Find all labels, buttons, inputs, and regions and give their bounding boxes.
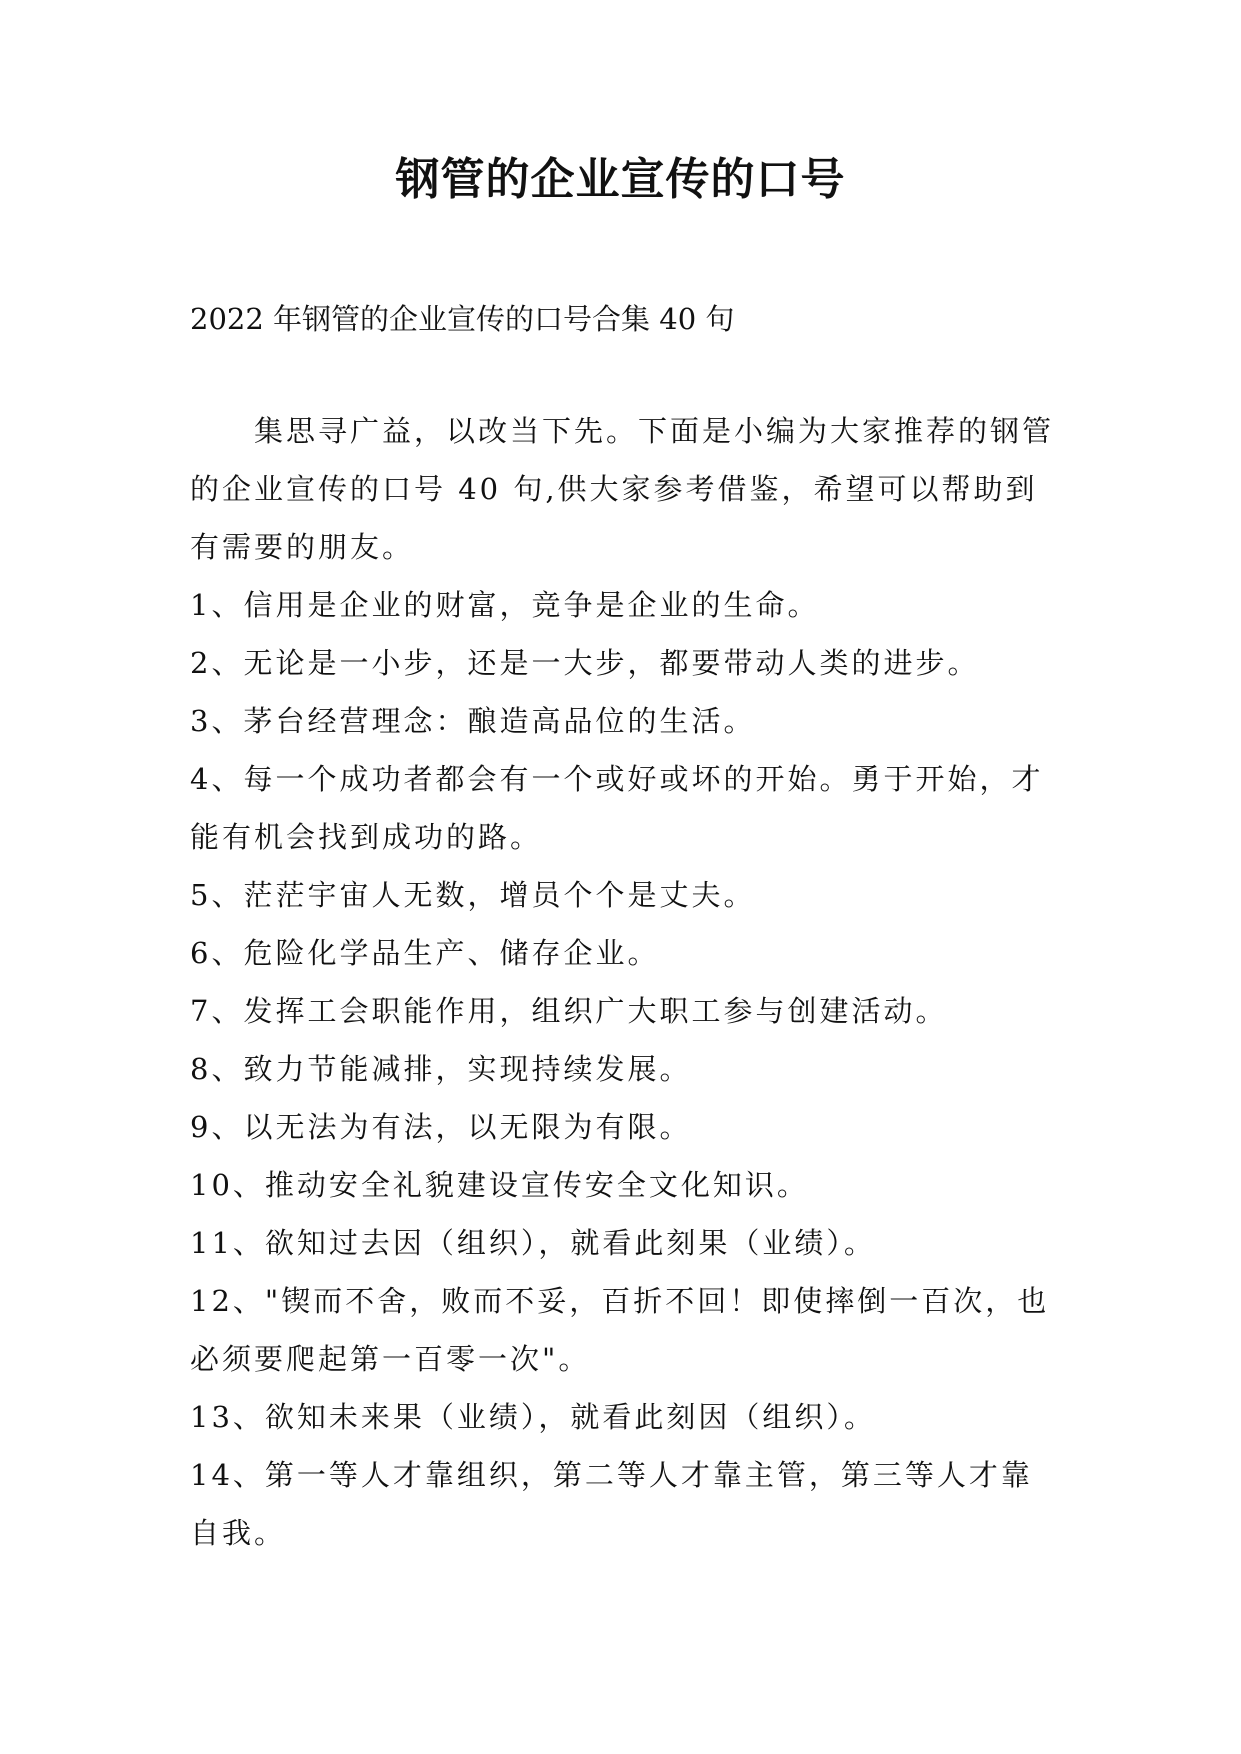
document-title: 钢管的企业宣传的口号 [395, 154, 846, 205]
list-item: 1、信用是企业的财富，竞争是企业的生命。 [190, 588, 820, 622]
document-body [190, 402, 1056, 1562]
list-item: 7、发挥工会职能作用，组织广大职工参与创建活动。 [190, 994, 948, 1028]
list-item: 4、每一个成功者都会有一个或好或坏的开始。勇于开始，才能有机会找到成功的路。 [190, 762, 1044, 854]
document-subtitle: 2022 年钢管的企业宣传的口号合集 40 句 [190, 302, 735, 336]
list-item: 14、第一等人才靠组织，第二等人才靠主管，第三等人才靠自我。 [190, 1458, 1033, 1550]
list-item: 9、以无法为有法，以无限为有限。 [190, 1110, 692, 1144]
list-item: 5、茫茫宇宙人无数，增员个个是丈夫。 [190, 878, 756, 912]
list-item: 6、危险化学品生产、储存企业。 [190, 936, 660, 970]
list-item: 10、推动安全礼貌建设宣传安全文化知识。 [190, 1168, 809, 1202]
list-item: 2、无论是一小步，还是一大步，都要带动人类的进步。 [190, 646, 980, 680]
list-item: 12、"锲而不舍，败而不妥，百折不回！即使摔倒一百次，也必须要爬起第一百零一次"。 [190, 1284, 1050, 1376]
list-item: 8、致力节能减排，实现持续发展。 [190, 1052, 692, 1086]
list-item: 11、欲知过去因（组织），就看此刻果（业绩）。 [190, 1226, 876, 1260]
intro-paragraph: 集思寻广益，以改当下先。下面是小编为大家推荐的钢管的企业宣传的口号 40 句,供大家参考借鉴，希望可以帮助到有需要的朋友。 [190, 414, 1055, 564]
list-item: 3、茅台经营理念：酿造高品位的生活。 [190, 704, 756, 738]
list-item: 13、欲知未来果（业绩），就看此刻因（组织）。 [190, 1400, 876, 1434]
